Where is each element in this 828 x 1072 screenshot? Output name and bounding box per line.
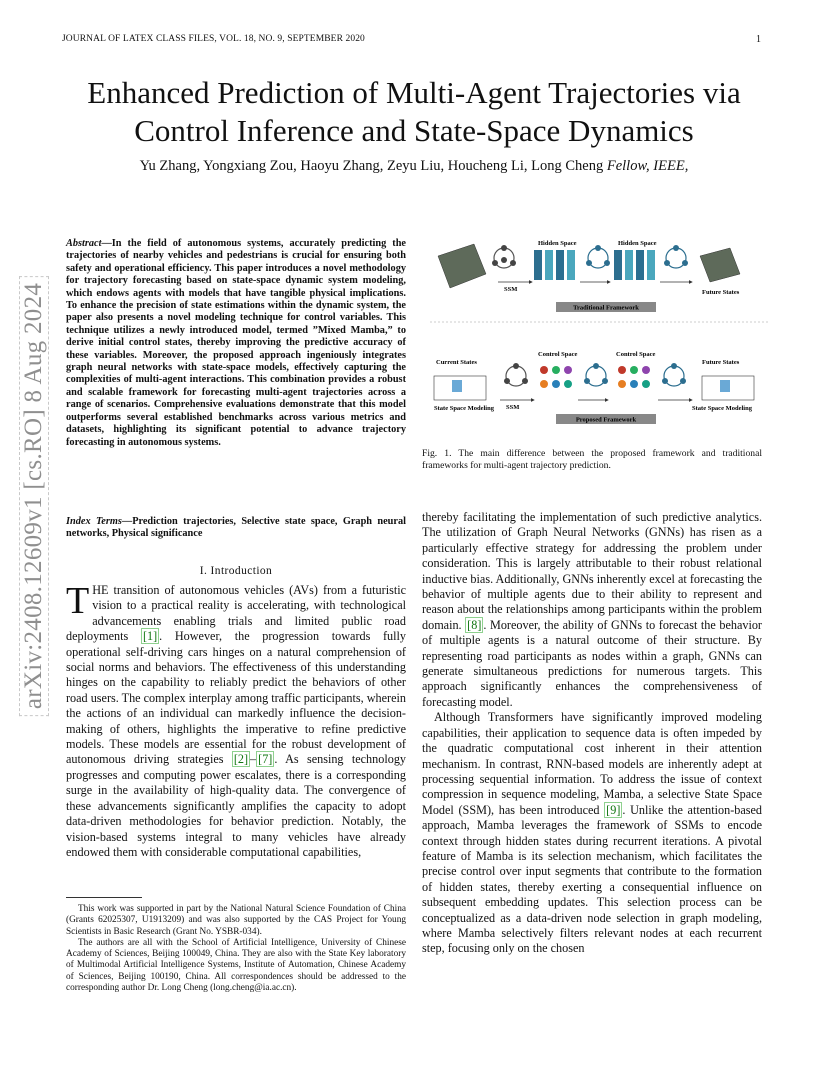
footnote-rule <box>66 897 142 898</box>
abstract <box>66 238 406 449</box>
citation-link[interactable]: [7] <box>258 752 273 767</box>
citation-dash: – <box>250 752 257 767</box>
citation-link[interactable]: [1] <box>142 629 158 644</box>
paper-title <box>40 74 788 150</box>
graph-icon <box>662 363 686 386</box>
control-space-icons-2 <box>618 366 650 388</box>
authors-suffix: Fellow, IEEE, <box>606 158 689 174</box>
future-states-bottom-label: Future States <box>702 359 740 366</box>
hidden-space-1-label: Hidden Space <box>538 240 577 247</box>
author-list <box>40 158 788 175</box>
index-terms-label: Index Terms <box>66 516 122 527</box>
traditional-framework-label: Traditional Framework <box>573 304 639 312</box>
paragraph-text: . Unlike the attention-based approach, Mamba leverages the framework of SSMs to encode context through hidden states during recurrent iterations. A pivotal feature of Mamba is its selection mechanism, which facilitates the precise control over input segments that contribute to the formation of hidden states, thereby exerting a consequential influence on subsequent embedding updates. This selection process can be conceptualized as a data-driven node selection in graph modeling, where Mamba selectively filters relevant nodes at each recurrent step, focusing only on the chosen <box>422 802 763 956</box>
graph-icon <box>504 363 528 386</box>
map-tile-icon <box>438 244 486 288</box>
intro-text-3: . As sensing technology progresses and computing power escalates, there is a corresponding surge in the availability of high-quality data. The convergence of these advancements significantly amplifies the capacity to adopt data-driven methodologies for behavior prediction. Notably, the vision-based systems integral to many vehicles have already endowed them with considerable computational capabilities, <box>66 752 407 859</box>
control-space-icons-1 <box>540 366 572 388</box>
graph-icon <box>492 245 516 268</box>
hidden-space-bars-2 <box>614 250 655 280</box>
footnote-affiliation: The authors are all with the School of Artificial Intelligence, University of Chinese Academy of Sciences, Beijing 100049, China. They are also with the State Key laboratory of Multimodal Artificial Intelligence Systems, Institute of Automation, Chinese Academy of Sciences, Beijing 100190, China. All correspondences should be addressed to the corresponding author Dr. Long Cheng (long.cheng@ia.ac.cn). <box>66 937 406 994</box>
paragraph-gnn <box>422 510 762 710</box>
future-states-top-label: Future States <box>702 289 740 296</box>
hidden-space-bars-1 <box>534 250 575 280</box>
paragraph-text: thereby facilitating the implementation of such predictive analytics. The utilization of Graph Neural Networks (GNNs) has risen as a particularly effective strategy for addressing the problem under consideration. This is largely attributable to their robust relational inductive bias. Additionally, GNNs inherently excel at forecasting the behavior of multiple agents due to their ability to represent and reason about the relationships among participants within the problem domain. <box>422 510 762 632</box>
section-heading: I. Introduction <box>199 565 273 577</box>
intro-paragraph <box>66 580 407 860</box>
page-number: 1 <box>756 34 761 45</box>
right-column <box>422 510 762 957</box>
citation-link[interactable]: [2] <box>233 752 249 767</box>
graph-icon <box>584 363 608 386</box>
intro-text-2: . However, the progression towards fully operational self-driving cars hinges on a natural comprehension of social norms and behaviors. The effectiveness of this understanding hinges on the capability to reliably predict the behaviors of other road users. The complex interplay among traffic participants, wherein the actions of an individual can markedly influence the decision-making of others, highlights the imperative to refine predictive models. These models are essential for the robust development of autonomous driving strategies <box>66 629 407 767</box>
figure-1 <box>430 230 768 430</box>
figure-caption: Fig. 1. The main difference between the proposed framework and traditional frameworks for multi-agent trajectory prediction. <box>422 448 762 471</box>
title-line-2: Control Inference and State-Space Dynamics <box>134 113 694 148</box>
index-terms-text: —Prediction trajectories, Selective state space, Graph neural networks, Physical significance <box>66 516 406 540</box>
ssm-cell <box>452 380 462 392</box>
graph-icon <box>586 245 610 268</box>
index-terms <box>66 516 406 541</box>
map-tile-icon <box>700 248 740 282</box>
footnotes <box>66 904 406 994</box>
control-space-1-label: Control Space <box>538 351 578 358</box>
running-header: JOURNAL OF LATEX CLASS FILES, VOL. 18, NO. 9, SEPTEMBER 2020 <box>62 34 365 44</box>
intro-text-1: HE transition of autonomous vehicles (AVs) from a futuristic vision to a practical reality is accelerating, with technological advancements enabling trials and limited public road deployments <box>66 583 406 644</box>
paragraph-text: Although Transformers have significantly improved modeling capabilities, their application to sequence data is often impeded by the quadratic computational cost inherent in their attention mechanism. In contrast, RNN-based models are inherently adept at processing sequential information. To address the issue of context compression in sequence modeling, Mamba, a selective State Space Model (SSM), has been introduced <box>422 710 762 817</box>
ssm-arrow-label: SSM <box>504 286 518 293</box>
arxiv-stamp[interactable] <box>14 256 54 736</box>
paragraph-mamba <box>422 710 762 957</box>
arxiv-stamp-text[interactable]: arXiv:2408.12609v1 [cs.RO] 8 Aug 2024 <box>19 276 49 716</box>
citation-link[interactable]: [8] <box>467 617 482 632</box>
ssm-cell <box>720 380 730 392</box>
graph-icon <box>664 245 688 268</box>
ssm-right-label: State Space Modeling <box>692 405 752 412</box>
ssm-left-label: State Space Modeling <box>434 405 494 412</box>
dropcap: T <box>66 580 90 622</box>
proposed-framework-label: Proposed Framework <box>575 416 637 424</box>
paragraph-text: . Moreover, the ability of GNNs to forecast the behavior of multiple agents is a natural outcome of their structure. By representing road participants as nodes within a graph, GNNs can generate simultaneous predictions for numerous targets. This approach significantly enhances the comprehensiveness of forecasting model. <box>422 617 762 709</box>
control-space-2-label: Control Space <box>616 351 656 358</box>
current-states-label: Current States <box>436 359 477 366</box>
hidden-space-2-label: Hidden Space <box>618 240 657 247</box>
abstract-label: Abstract <box>66 238 102 249</box>
footnote-funding: This work was supported in part by the National Natural Science Foundation of China (Grants 62025307, U1913209) and was also supported by the CAS Project for Young Scientists in Basic Research (Grant No. YSBR-034). <box>66 904 406 937</box>
ssm-arrow-label: SSM <box>506 404 520 411</box>
authors-names: Yu Zhang, Yongxiang Zou, Haoyu Zhang, Zeyu Liu, Houcheng Li, Long Cheng <box>139 158 604 174</box>
abstract-text: —In the field of autonomous systems, accurately predicting the trajectories of nearby vehicles and pedestrians is crucial for ensuring both safety and operational efficiency. This paper introduces a novel methodology for trajectory forecasting based on state-space dynamic system modeling, which endows agents with models that have tangible physical implications. To enhance the precision of state estimations within the dynamic system, the paper also presents a novel modeling technique for control variables. This technique utilizes a newly introduced model, termed ”Mixed Mamba,” to derive initial control states, thereby improving the predictive accuracy of these variables. Moreover, the proposed approach ingeniously integrates graph neural networks with state-space models, effectively capturing the complexities of multi-agent interactions. This combination provides a robust and scalable framework for forecasting multi-agent trajectories across a range of scenarios. Comprehensive evaluations demonstrate that this model outperforms several established benchmarks across various metrics and datasets, highlighting its significant potential to advance trajectory forecasting in autonomous systems. <box>66 238 406 448</box>
title-line-1: Enhanced Prediction of Multi-Agent Trajectories via <box>87 75 741 110</box>
citation-link[interactable]: [9] <box>606 802 621 817</box>
